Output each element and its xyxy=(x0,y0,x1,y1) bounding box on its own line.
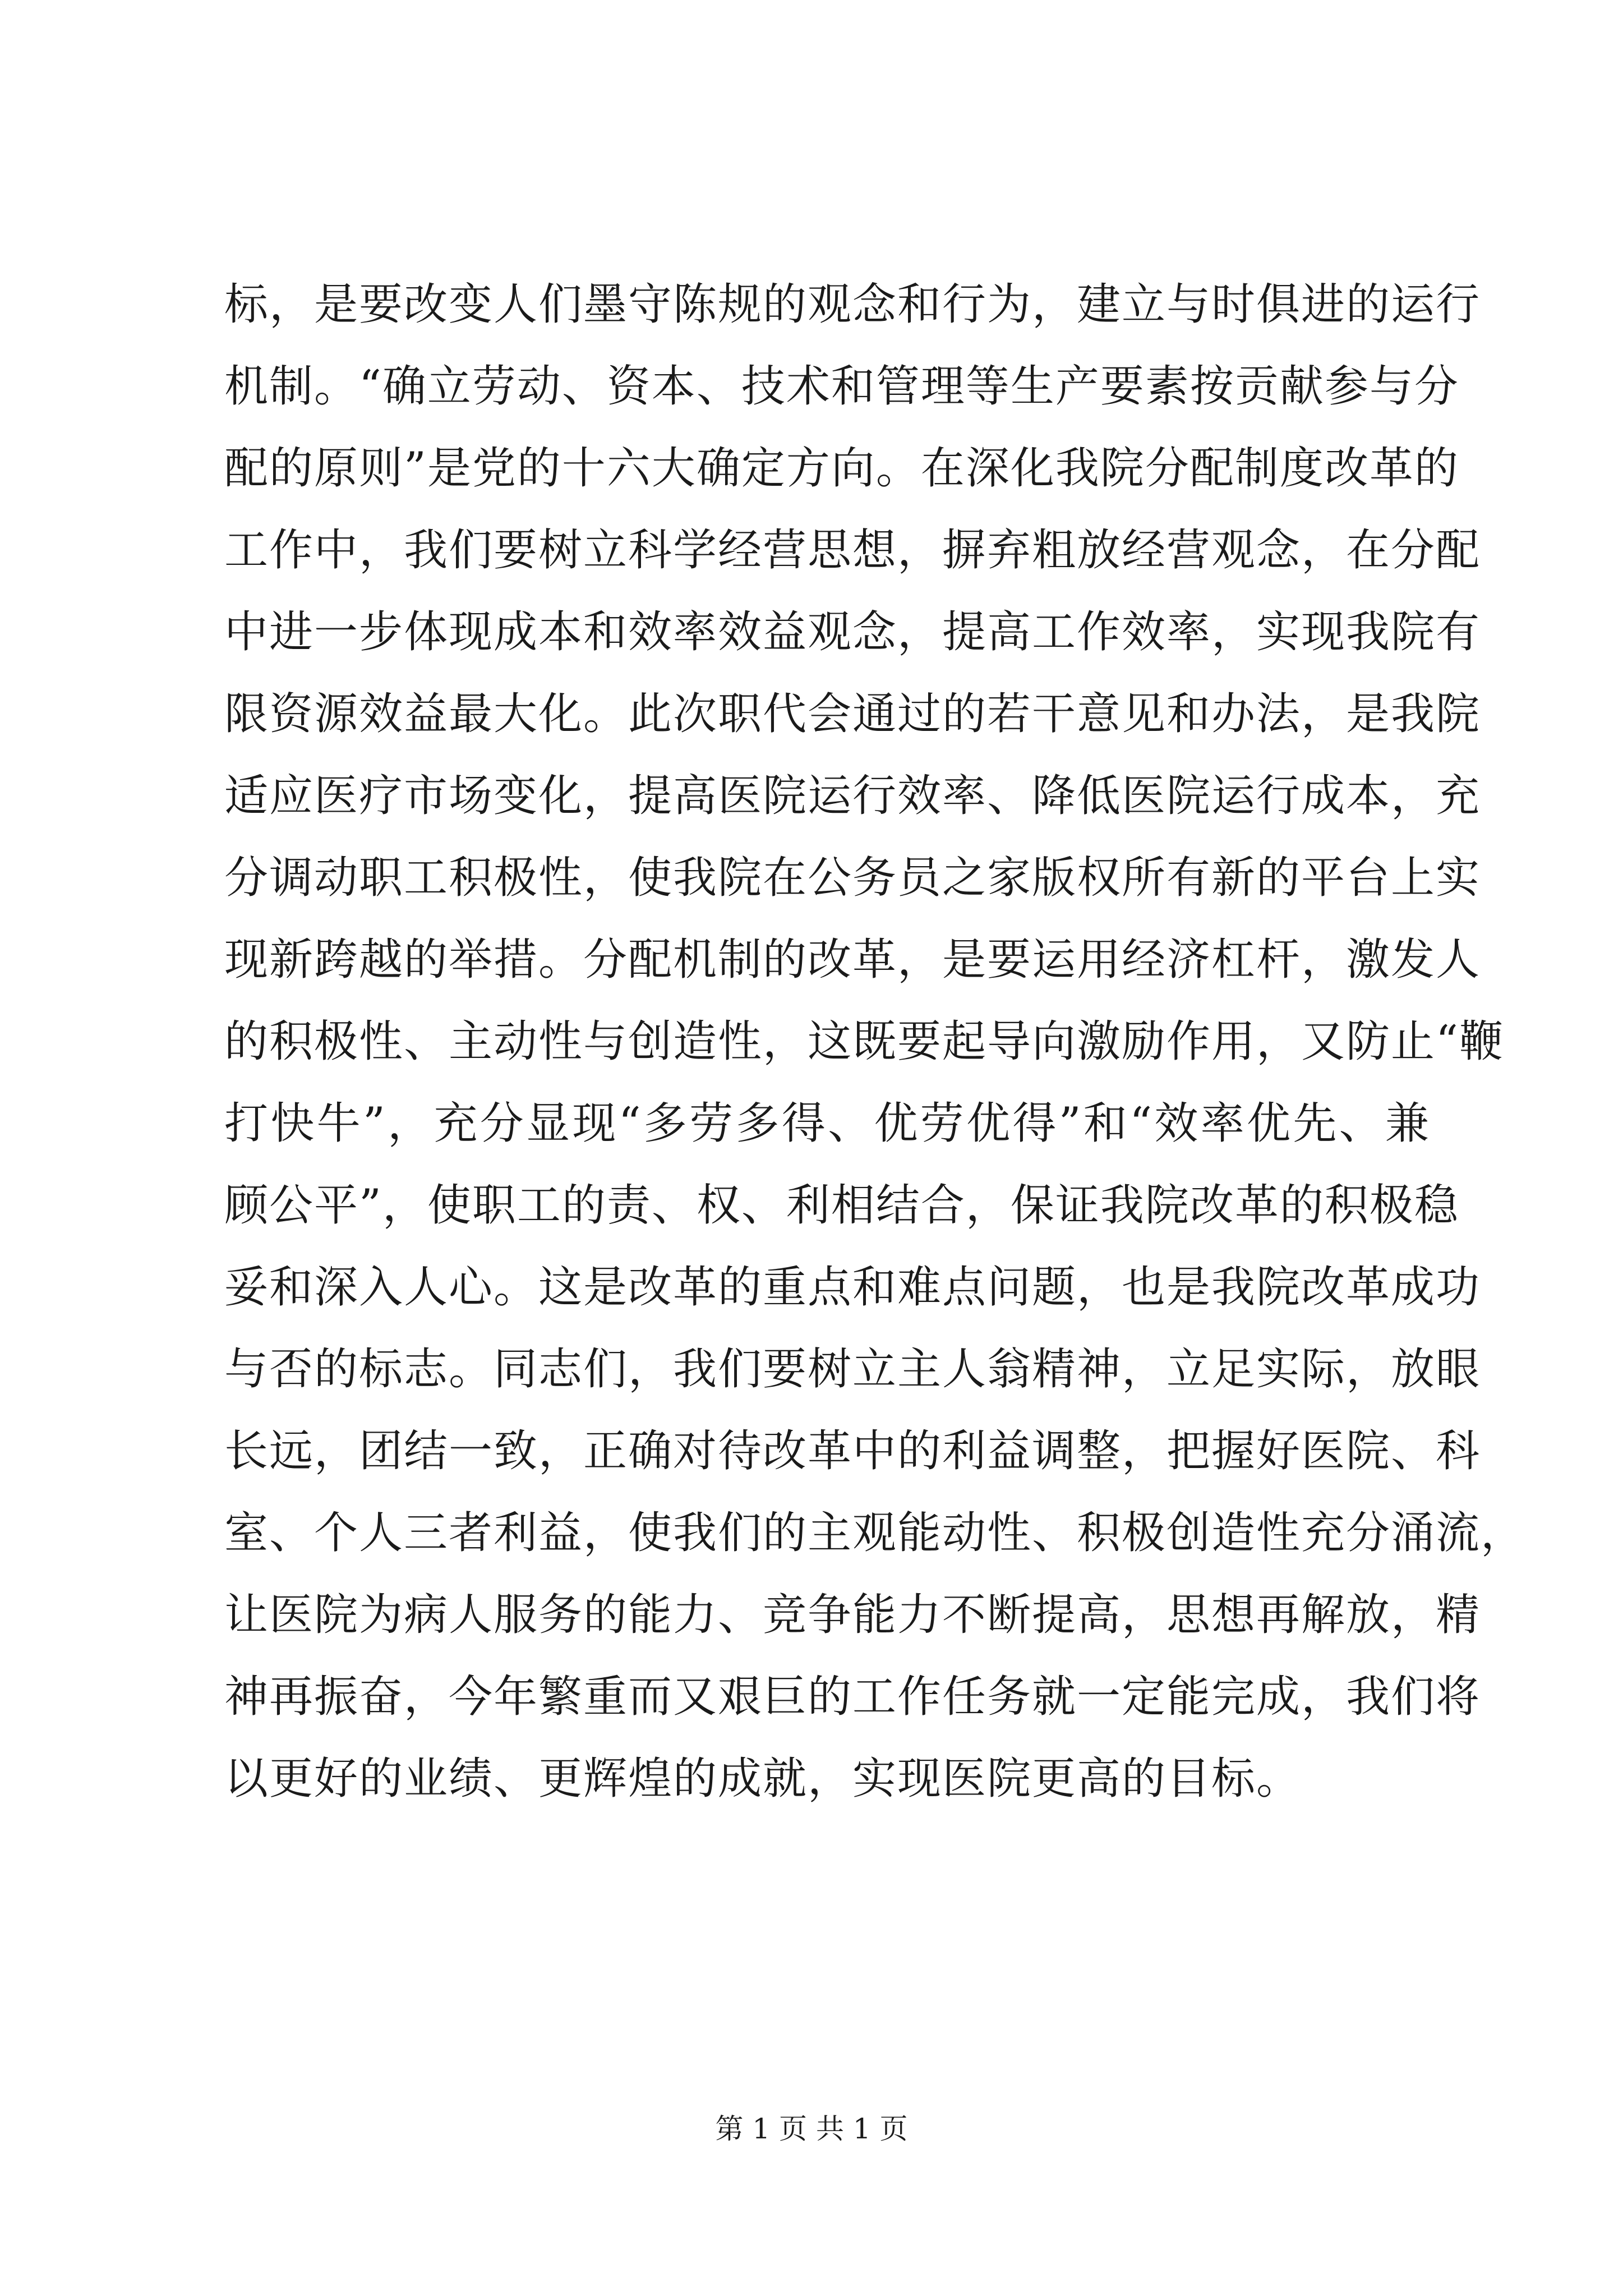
text-line: 妥和深入人心。这是改革的重点和难点问题，也是我院改革成功 xyxy=(224,1262,1481,1313)
body-text xyxy=(224,264,1526,1820)
text-line: 工作中，我们要树立科学经营思想，摒弃粗放经营观念，在分配 xyxy=(224,525,1481,576)
text-line: 机制。“确立劳动、资本、技术和管理等生产要素按贡献参与分 xyxy=(224,361,1459,412)
text-line: 标，是要改变人们墨守陈规的观念和行为，建立与时俱进的运行 xyxy=(224,279,1481,330)
text-line: 以更好的业绩、更辉煌的成就，实现医院更高的目标。 xyxy=(224,1754,1302,1804)
text-line: 神再振奋，今年繁重而又艰巨的工作任务就一定能完成，我们将 xyxy=(224,1672,1481,1722)
text-line: 适应医疗市场变化，提高医院运行效率、降低医院运行成本，充 xyxy=(224,771,1481,821)
page-footer: 第 1 页 共 1 页 xyxy=(715,2113,908,2145)
text-line: 打快牛”，充分显现“多劳多得、优劳优得”和“效率优先、兼 xyxy=(224,1098,1430,1149)
text-line: 与否的标志。同志们，我们要树立主人翁精神，立足实际，放眼 xyxy=(224,1344,1481,1395)
text-line: 室、个人三者利益，使我们的主观能动性、积极创造性充分涌流， xyxy=(224,1508,1526,1558)
text-line: 分调动职工积极性，使我院在公务员之家版权所有新的平台上实 xyxy=(224,853,1481,903)
text-line: 中进一步体现成本和效率效益观念，提高工作效率，实现我院有 xyxy=(224,607,1481,657)
text-line: 长远，团结一致，正确对待改革中的利益调整，把握好医院、科 xyxy=(224,1426,1481,1476)
text-line: 的积极性、主动性与创造性，这既要起导向激励作用，又防止“鞭 xyxy=(224,1016,1504,1067)
text-line: 限资源效益最大化。此次职代会通过的若干意见和办法，是我院 xyxy=(224,689,1481,739)
text-line: 现新跨越的举措。分配机制的改革，是要运用经济杠杆，激发人 xyxy=(224,935,1481,985)
text-line: 让医院为病人服务的能力、竞争能力不断提高，思想再解放，精 xyxy=(224,1590,1481,1640)
text-line: 顾公平”，使职工的责、权、利相结合，保证我院改革的积极稳 xyxy=(224,1180,1459,1231)
text-line: 配的原则”是党的十六大确定方向。在深化我院分配制度改革的 xyxy=(224,443,1459,494)
